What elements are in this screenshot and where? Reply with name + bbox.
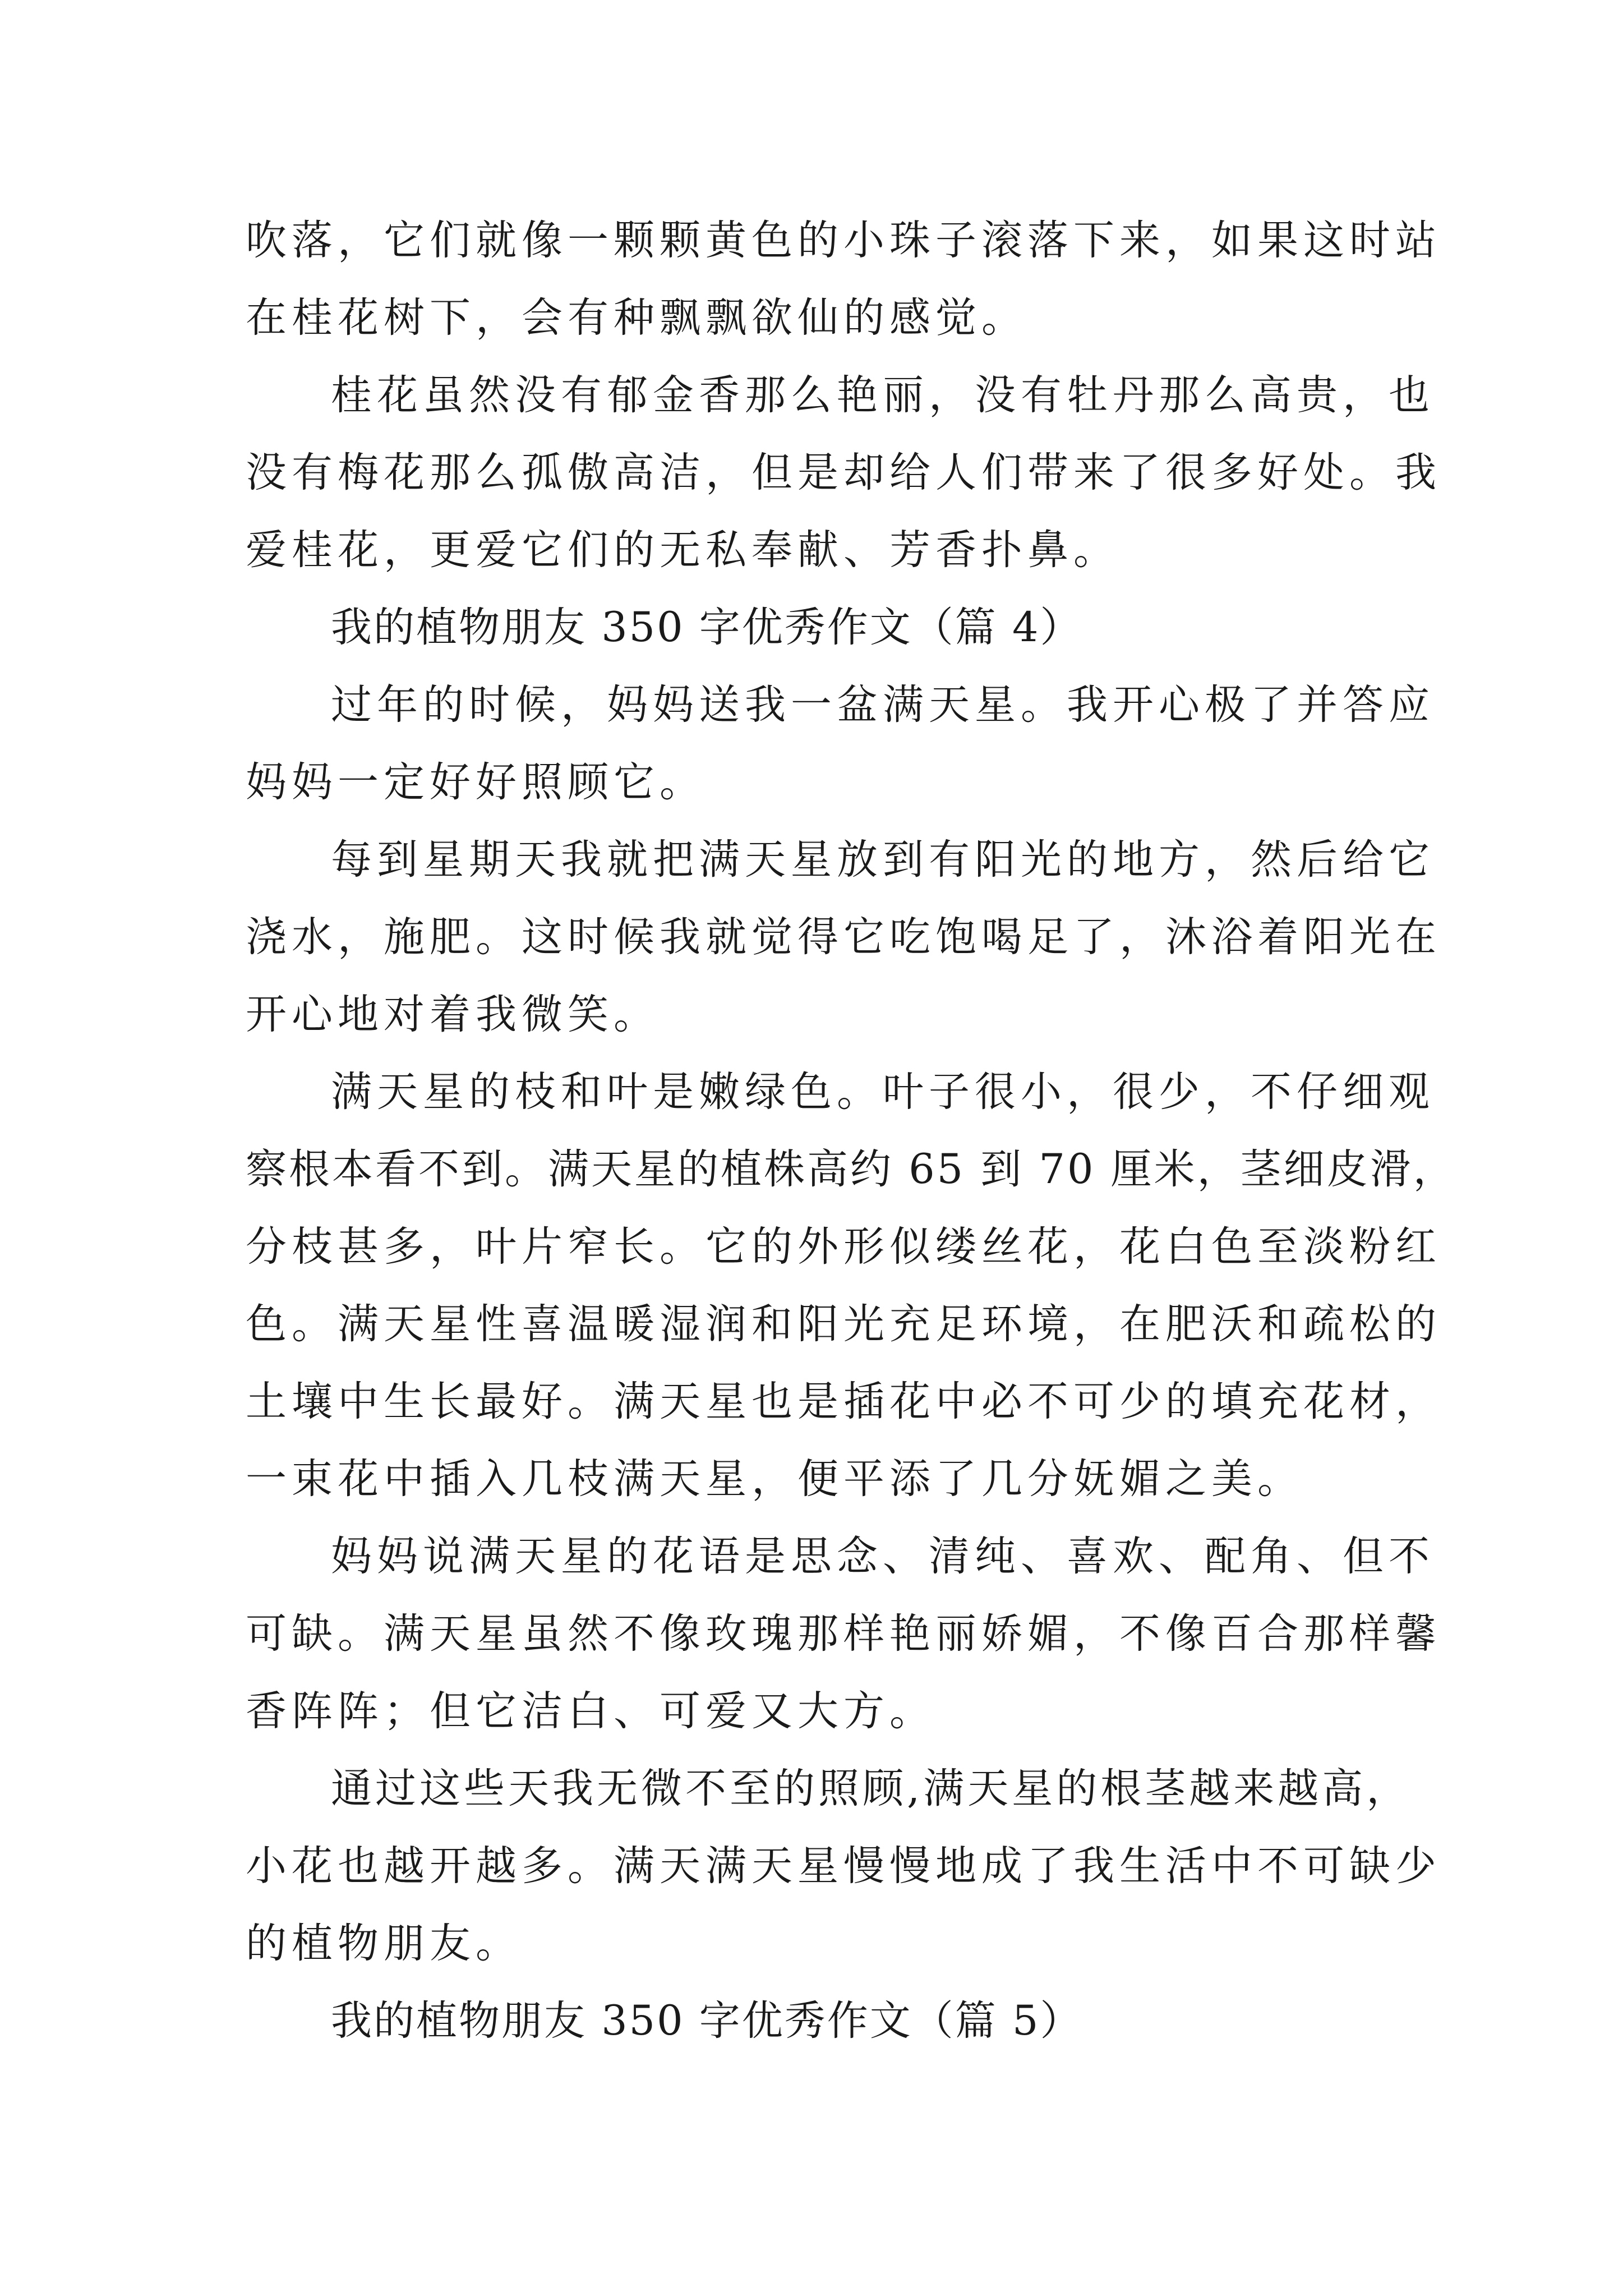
paragraph-first-line: 满天星的枝和叶是嫩绿色。叶子很小，很少，不仔细观: [331, 1068, 1435, 1116]
section-heading: 我的植物朋友 350 字优秀作文（篇 5）: [331, 1997, 1083, 2045]
body-text-line: 在桂花树下，会有种飘飘欲仙的感觉。: [246, 294, 1027, 342]
body-text-line: 吹落，它们就像一颗颗黄色的小珠子滚落下来，如果这时站: [246, 217, 1441, 264]
section-heading: 我的植物朋友 350 字优秀作文（篇 4）: [331, 604, 1083, 651]
body-text-line: 妈妈一定好好照顾它。: [246, 758, 706, 806]
paragraph-first-line: 每到星期天我就把满天星放到有阳光的地方，然后给它: [331, 836, 1435, 884]
body-text-line: 开心地对着我微笑。: [246, 991, 660, 1038]
body-text-line: 香阵阵；但它洁白、可爱又大方。: [246, 1687, 935, 1735]
paragraph-first-line: 过年的时候，妈妈送我一盆满天星。我开心极了并答应: [331, 681, 1435, 729]
body-text-line: 浇水，施肥。这时候我就觉得它吃饱喝足了，沐浴着阳光在: [246, 913, 1441, 961]
body-text-line: 土壤中生长最好。满天星也是插花中必不可少的填充花材，: [246, 1378, 1441, 1425]
body-text-line: 小花也越开越多。满天满天星慢慢地成了我生活中不可缺少: [246, 1842, 1441, 1890]
body-text-line: 一束花中插入几枝满天星，便平添了几分妩媚之美。: [246, 1455, 1303, 1503]
body-text-line: 可缺。满天星虽然不像玫瑰那样艳丽娇媚，不像百合那样馨: [246, 1610, 1441, 1658]
body-text-line: 爱桂花，更爱它们的无私奉献、芳香扑鼻。: [246, 526, 1119, 574]
body-text-line: 的植物朋友。: [246, 1920, 522, 1967]
paragraph-first-line: 妈妈说满天星的花语是思念、清纯、喜欢、配角、但不: [331, 1533, 1435, 1580]
paragraph-first-line: 桂花虽然没有郁金香那么艳丽，没有牡丹那么高贵，也: [331, 371, 1435, 419]
body-text-line: 没有梅花那么孤傲高洁，但是却给人们带来了很多好处。我: [246, 449, 1441, 496]
body-text-line: 色。满天星性喜温暖湿润和阳光充足环境，在肥沃和疏松的: [246, 1300, 1441, 1348]
body-text-line: 分枝甚多，叶片窄长。它的外形似缕丝花，花白色至淡粉红: [246, 1223, 1441, 1271]
body-text-line: 察根本看不到。满天星的植株高约 65 到 70 厘米，茎细皮滑，: [246, 1145, 1456, 1193]
paragraph-first-line: 通过这些天我无微不至的照顾,满天星的根茎越来越高，: [331, 1765, 1411, 1812]
